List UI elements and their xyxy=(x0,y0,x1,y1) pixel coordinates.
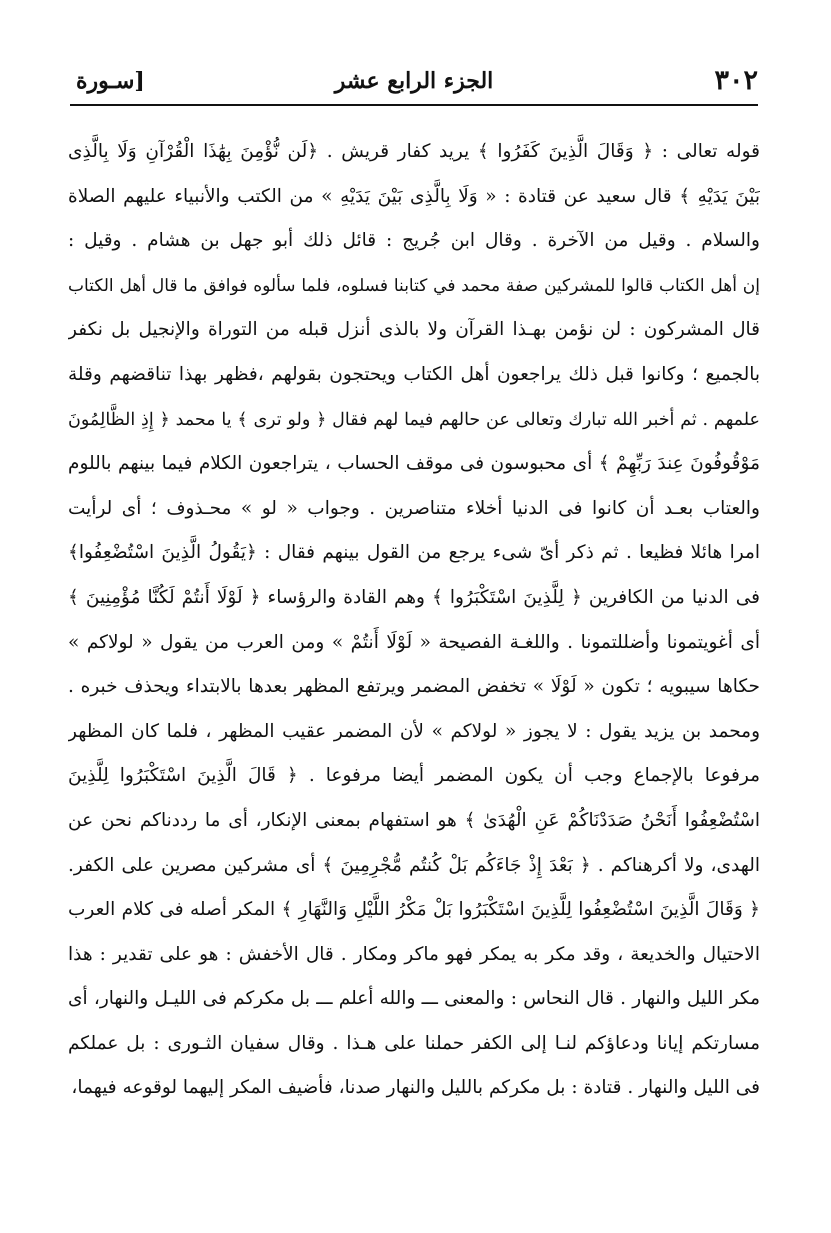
text-line: الهدى، ولا أكرهناكم . ﴿ بَعْدَ إِذْ جَاءَكُم بَلْ كُنتُم مُّجْرِمِينَ ﴾ أى مشركين مصرين على الكفر. xyxy=(68,854,760,876)
text-line: بَيْنَ يَدَيْهِ ﴾ قال سعيد عن قتادة : « وَلَا بِالَّذِى بَيْنَ يَدَيْهِ » من الكتب والأنبياء عليهم الصلاة xyxy=(68,185,760,207)
text-line: فى الليل والنهار . قتادة : بل مكركم بالليل والنهار صدنا، فأضيف المكر إليهما لوقوعه فيهما، xyxy=(71,1077,760,1099)
text-line: مرفوعا بالإجماع وجب أن يكون المضمر أيضا مرفوعا . ﴿ قَالَ الَّذِينَ اسْتَكْبَرُوا لِلَّذِينَ xyxy=(68,765,760,787)
text-line: مسارتكم إيانا ودعاؤكم لنـا إلى الكفر حملنا على هـذا . وقال سفيان الثـورى : بل عملكم xyxy=(68,1032,760,1054)
body-text xyxy=(68,130,760,1111)
text-line: مكر الليل والنهار . قال النحاس : والمعنى ـــ والله أعلم ـــ بل مكركم فى الليـل والنهار، أى xyxy=(68,988,760,1010)
text-line: مَوْقُوفُونَ عِندَ رَبِّهِمْ ﴾ أى محبوسون فى موقف الحساب ، يتراجعون الكلام فيما بينهم باللوم xyxy=(68,453,760,475)
text-line: أى أغويتمونا وأضللتمونا . واللغـة الفصيحة « لَوْلَا أَنتُمْ » ومن العرب من يقول « لولاكم » xyxy=(68,631,760,653)
text-line: امرا هائلا فظيعا . ثم ذكر أىّ شىء يرجع من القول بينهم فقال : ﴿يَقُولُ الَّذِينَ اسْتُضْعِفُوا﴾ xyxy=(68,542,760,564)
header-rule xyxy=(70,104,758,106)
text-line: اسْتُضْعِفُوا أَنَحْنُ صَدَدْنَاكُمْ عَنِ الْهُدَىٰ ﴾ هو استفهام بمعنى الإنكار، أى ما رددناكم نحن عن xyxy=(68,809,760,831)
text-line: الاحتيال والخديعة ، وقد مكر به يمكر فهو ماكر ومكار . قال الأخفش : هو على تقدير : هذا xyxy=(68,943,760,965)
text-line: ﴿ وَقَالَ الَّذِينَ اسْتُضْعِفُوا لِلَّذِينَ اسْتَكْبَرُوا بَلْ مَكْرُ اللَّيْلِ وَالنَّهَارِ ﴾ المكر أصله فى كلام العرب xyxy=(68,899,760,921)
text-line: قال المشركون : لن نؤمن بهـذا القرآن ولا بالذى أنزل قبله من التوراة والإنجيل بل نكفر xyxy=(68,319,760,341)
text-line: قوله تعالى : ﴿ وَقَالَ الَّذِينَ كَفَرُوا ﴾ يريد كفار قريش . ﴿لَن نُّؤْمِنَ بِهَٰذَا الْقُرْآنِ وَلَا بِالَّذِى xyxy=(68,141,760,162)
page-number: ٣٠٢ xyxy=(714,65,758,96)
text-line: إن أهل الكتاب قالوا للمشركين صفة محمد في كتابنا فسلوه، فلما سألوه فوافق ما قال أهل الكتاب xyxy=(68,275,760,296)
text-line: ومحمد بن يزيد يقول : لا يجوز « لولاكم » لأن المضمر عقيب المظهر ، فلما كان المظهر xyxy=(68,720,760,742)
text-line: فى الدنيا من الكافرين ﴿ لِلَّذِينَ اسْتَكْبَرُوا ﴾ وهم القادة والرؤساء ﴿ لَوْلَا أَنتُمْ لَكُنَّا مُؤْمِنِينَ ﴾ xyxy=(68,586,760,608)
page-header xyxy=(70,58,758,104)
text-line: والسلام . وقيل من الآخرة . وقال ابن جُريج : قائل ذلك أبو جهل بن هشام . وقيل : xyxy=(68,230,760,252)
running-title: الجزء الرابع عشر xyxy=(334,68,494,94)
surah-label: [سـورة xyxy=(76,68,145,94)
text-line: بالجميع ؛ وكانوا قبل ذلك يراجعون أهل الكتاب ويحتجون بقولهم ،فظهر بهذا تناقضهم وقلة xyxy=(68,363,760,385)
text-line: والعتاب بعـد أن كانوا فى الدنيا أخلاء متناصرين . وجواب « لو » محـذوف ؛ أى لرأيت xyxy=(68,497,760,519)
text-line: حكاها سيبويه ؛ تكون « لَوْلَا » تخفض المضمر ويرتفع المظهر بعدها بالابتداء ويحذف خبره . xyxy=(68,676,760,698)
text-line: علمهم . ثم أخبر الله تبارك وتعالى عن حالهم فيما لهم فقال ﴿ ولو ترى ﴾ يا محمد ﴿ إِذِ الظَّالِمُونَ xyxy=(68,409,760,430)
